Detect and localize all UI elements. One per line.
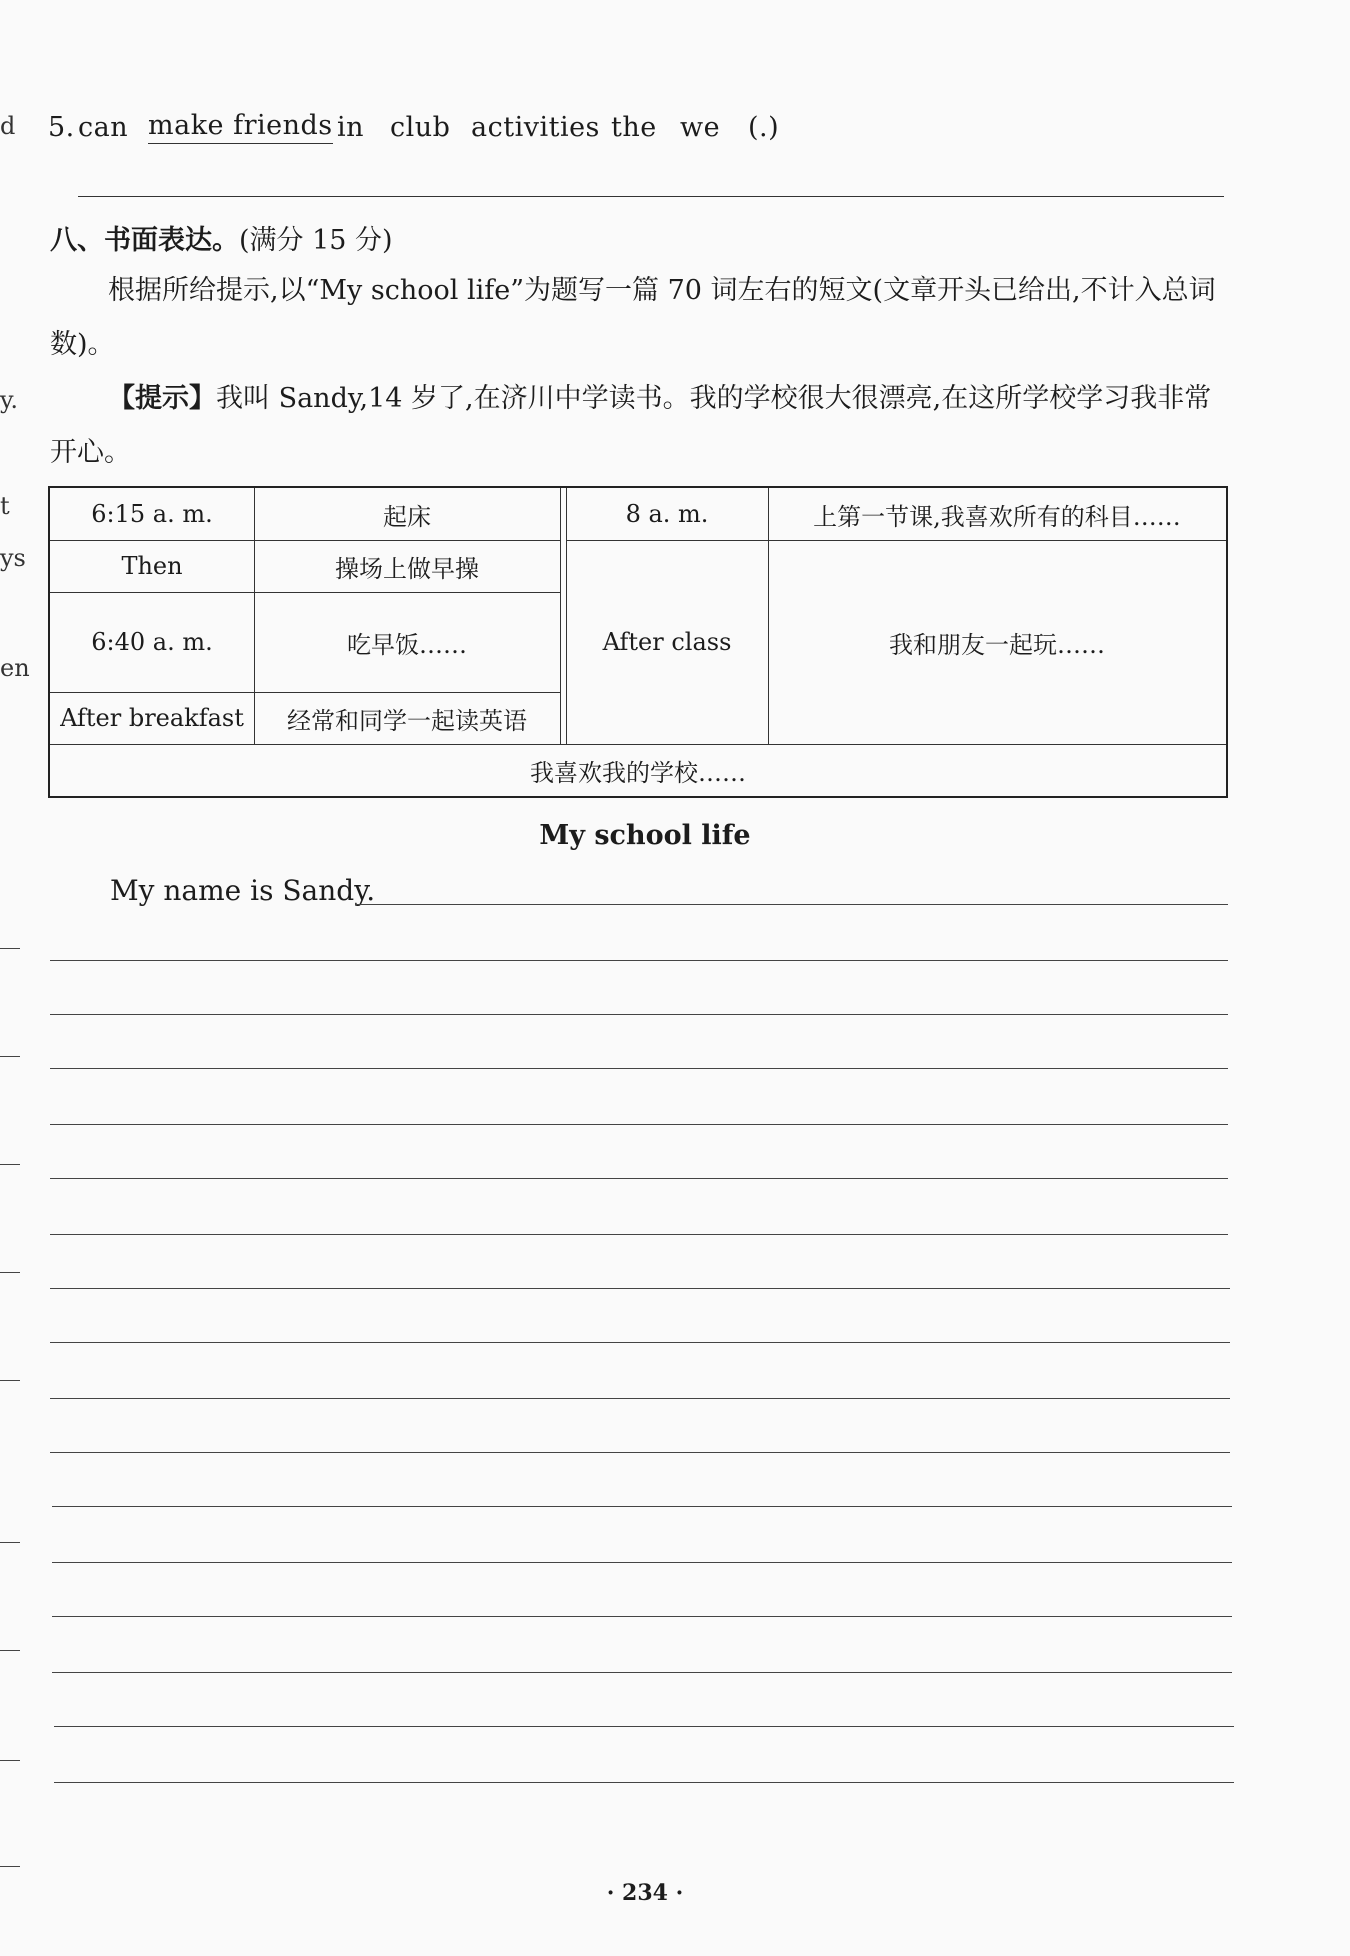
table-cell: After breakfast: [60, 704, 244, 732]
writing-line[interactable]: [52, 1506, 1232, 1507]
writing-line[interactable]: [52, 1616, 1232, 1617]
instruction-paragraph: [50, 264, 1222, 372]
writing-line[interactable]: [50, 1452, 1230, 1453]
instruction-text: 根据所给提示,以“My school life”为题写一篇 70 词左右的短文(文章开头已给出,不计入总词数)。: [50, 275, 1216, 360]
table-cell: Then: [121, 552, 183, 580]
margin-tick: [0, 1650, 20, 1651]
table-cell: 我和朋友一起玩……: [889, 630, 1105, 659]
table-cell: 吃早饭……: [347, 630, 467, 659]
writing-line[interactable]: [52, 1672, 1232, 1673]
margin-tick: [0, 1866, 20, 1867]
writing-line[interactable]: [50, 960, 1228, 961]
word-option: we: [680, 112, 721, 143]
question-ending: (.): [748, 112, 780, 143]
word-option-underlined: make friends: [148, 110, 333, 144]
word-option: club: [390, 112, 451, 143]
section-score: (满分 15 分): [239, 225, 393, 256]
word-option: can: [78, 112, 129, 143]
hint-paragraph: [50, 372, 1222, 480]
table-cell: 操场上做早操: [335, 554, 479, 583]
essay-title: My school life: [539, 820, 751, 851]
table-footer: 我喜欢我的学校……: [530, 758, 746, 787]
hint-label: 【提示】: [108, 383, 216, 414]
writing-line[interactable]: [50, 1068, 1228, 1069]
table-cell: 起床: [383, 502, 431, 531]
hint-text: 我叫 Sandy,14 岁了,在济川中学读书。我的学校很大很漂亮,在这所学校学习我非常开心。: [50, 383, 1212, 468]
margin-fragment: t: [0, 492, 10, 520]
table-cell: After class: [602, 628, 732, 656]
writing-line[interactable]: [50, 1234, 1228, 1235]
margin-tick: [0, 1056, 20, 1057]
margin-tick: [0, 1380, 20, 1381]
table-cell: 6:40 a. m.: [91, 628, 213, 656]
writing-line[interactable]: [54, 1782, 1234, 1783]
writing-line[interactable]: [50, 1014, 1228, 1015]
writing-line[interactable]: [50, 1178, 1228, 1179]
margin-fragment: y.: [0, 386, 18, 414]
margin-tick: [0, 1760, 20, 1761]
table-divider: [560, 488, 561, 744]
margin-fragment: ys: [0, 544, 26, 572]
writing-line[interactable]: [50, 1124, 1228, 1125]
margin-fragment: d: [0, 112, 16, 140]
word-option: in: [337, 112, 365, 143]
section-heading: 八、书面表达。: [50, 225, 239, 256]
question-number: 5.: [48, 112, 75, 143]
table-cell: 6:15 a. m.: [91, 500, 213, 528]
margin-tick: [0, 1272, 20, 1273]
writing-line[interactable]: [356, 904, 1228, 905]
writing-line[interactable]: [50, 1342, 1230, 1343]
word-option: activities: [471, 112, 600, 143]
writing-line[interactable]: [54, 1726, 1234, 1727]
schedule-table: [48, 486, 1228, 798]
margin-fragment: en: [0, 654, 30, 682]
answer-line: [78, 196, 1224, 197]
margin-tick: [0, 948, 20, 949]
table-cell: 8 a. m.: [625, 500, 709, 528]
writing-line[interactable]: [50, 1398, 1230, 1399]
margin-tick: [0, 1164, 20, 1165]
essay-opening: My name is Sandy.: [110, 874, 376, 907]
table-cell: 经常和同学一起读英语: [287, 706, 527, 735]
section-title: [50, 218, 393, 257]
margin-tick: [0, 1542, 20, 1543]
page-number: · 234 ·: [606, 1880, 684, 1906]
word-option: the: [611, 112, 657, 143]
writing-line[interactable]: [52, 1562, 1232, 1563]
writing-line[interactable]: [50, 1288, 1230, 1289]
table-cell: 上第一节课,我喜欢所有的科目……: [813, 502, 1181, 531]
